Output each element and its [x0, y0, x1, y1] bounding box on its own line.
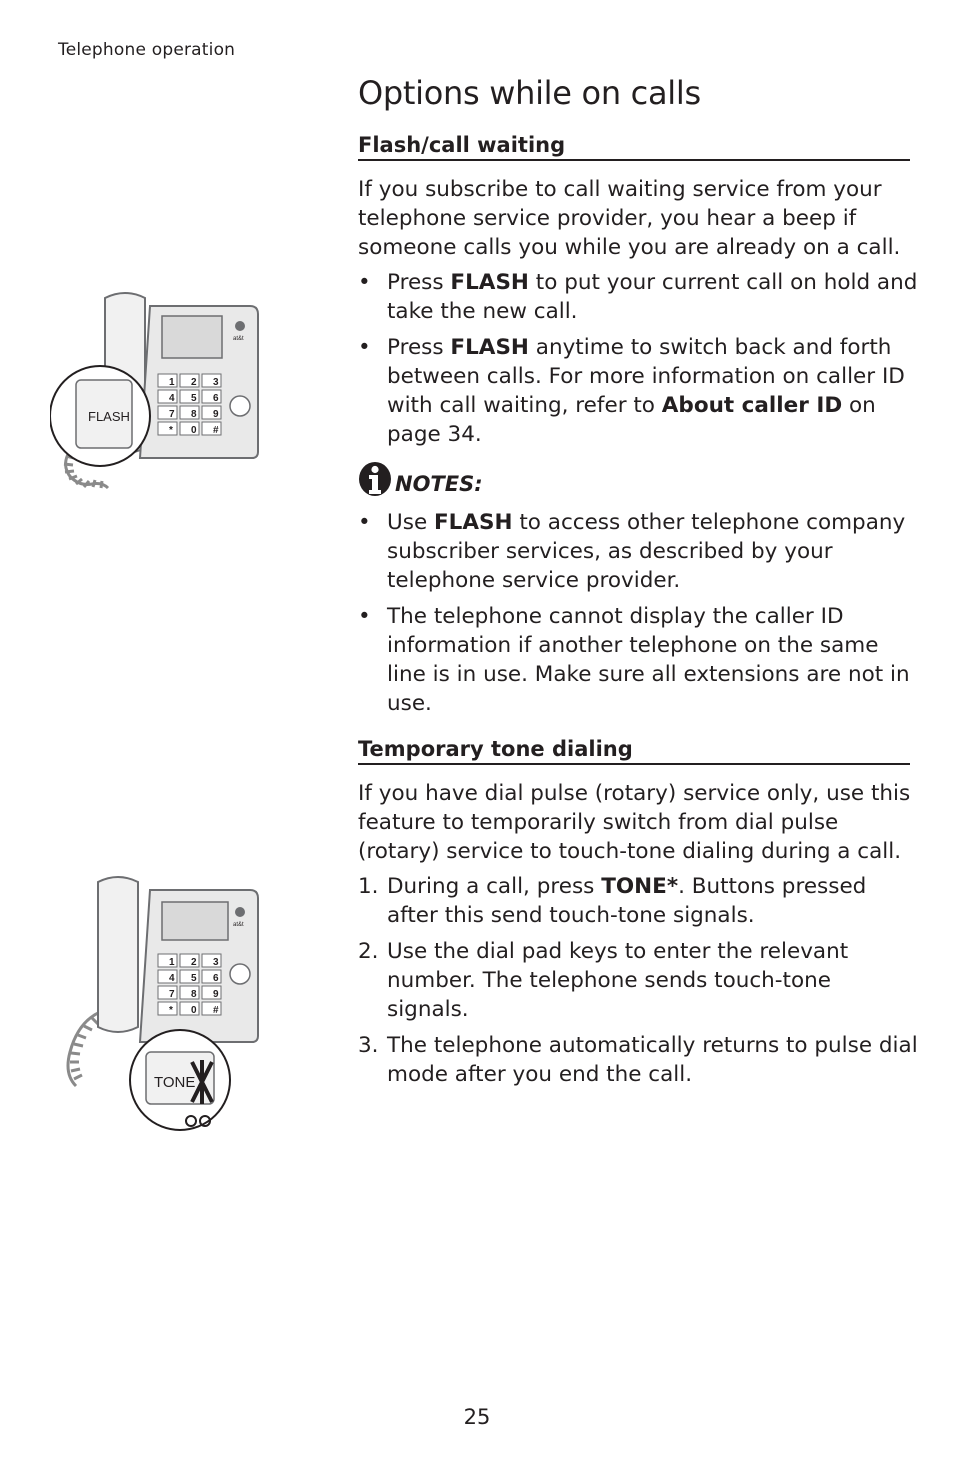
step-number: 2.	[358, 939, 379, 964]
page-number: 25	[463, 1405, 491, 1429]
keypad-key-digit: 8	[191, 409, 197, 420]
cross-reference: About caller ID	[661, 393, 843, 418]
brand-logo-icon	[235, 321, 245, 331]
step-item: 2. Use the dial pad keys to enter the relevant number. The telephone sends touch-tone signals.	[358, 939, 849, 1022]
step-number: 3.	[358, 1033, 379, 1058]
keypad-key	[158, 1002, 177, 1015]
note-item: • Use FLASH to access other telephone company subscriber services, as described by your telephone service provider.	[358, 510, 906, 593]
bullet-marker: •	[358, 510, 371, 535]
bullet-marker: •	[358, 335, 371, 360]
keypad-key-digit: 3	[213, 957, 219, 968]
keypad-key-digit: 5	[191, 393, 197, 404]
step-number: 1.	[358, 874, 379, 899]
keypad-key-digit: 1	[169, 957, 175, 968]
keypad-key-digit: *	[169, 1005, 173, 1016]
info-icon	[358, 460, 394, 498]
tone-section-heading: Temporary tone dialing	[358, 737, 910, 765]
keypad-key-digit: 2	[191, 377, 197, 388]
tone-steps-list	[358, 872, 918, 1096]
keypad-key-digit: 4	[169, 393, 175, 404]
step-item: 3. The telephone automatically returns to pulse dial mode after you end the call.	[358, 1033, 918, 1087]
phone-tone-illustration	[50, 872, 265, 1137]
notes-list	[358, 508, 918, 725]
keypad-key-digit: 1	[169, 377, 175, 388]
keypad-key-digit: 6	[213, 973, 219, 984]
keypad-key-digit: #	[213, 425, 219, 436]
flash-bullet-item: • Press FLASH anytime to switch back and forth between calls. For more information on caller ID with call waiting, refer to About caller ID on page 34.	[358, 335, 905, 447]
keypad-key-digit: 9	[213, 409, 219, 420]
page-header-label: Telephone operation	[58, 40, 236, 60]
flash-bullet-item: • Press FLASH to put your current call on hold and take the new call.	[358, 270, 918, 324]
keypad-key-digit: 0	[191, 1005, 197, 1016]
keypad-key-digit: 0	[191, 425, 197, 436]
nav-wheel	[230, 396, 250, 416]
keypad-key	[158, 422, 177, 435]
keypad-key-digit: 5	[191, 973, 197, 984]
handset-cord	[68, 1012, 100, 1086]
display-screen	[162, 902, 228, 940]
handset	[98, 877, 138, 1032]
keypad-key-digit: 4	[169, 973, 175, 984]
tone-key-label: TONE*	[601, 874, 679, 899]
display-screen	[162, 316, 222, 358]
tone-intro-paragraph: If you have dial pulse (rotary) service only, use this feature to temporarily switch from dial pulse (rotary) service to touch-tone dialing during a call.	[358, 781, 911, 864]
keypad-key-digit: 6	[213, 393, 219, 404]
notes-label: NOTES:	[395, 472, 483, 496]
brand-logo: at&t	[233, 922, 244, 928]
brand-logo-icon	[235, 907, 245, 917]
keypad-key-digit: 9	[213, 989, 219, 1000]
flash-key-label: FLASH	[450, 335, 529, 360]
flash-callout-label: FLASH	[88, 409, 130, 424]
keypad-key-digit: 3	[213, 377, 219, 388]
keypad-key-digit: 7	[169, 409, 175, 420]
flash-section-heading: Flash/call waiting	[358, 133, 910, 161]
keypad-key-digit: 8	[191, 989, 197, 1000]
bullet-marker: •	[358, 604, 371, 629]
flash-intro-paragraph: If you subscribe to call waiting service from your telephone service provider, you hear a beep if someone calls you while you are already on a call.	[358, 177, 901, 260]
bullet-marker: •	[358, 270, 371, 295]
page-title: Options while on calls	[358, 74, 701, 112]
phone-flash-illustration	[50, 288, 265, 516]
nav-wheel	[230, 964, 250, 984]
step-item: 1. During a call, press TONE*. Buttons pressed after this send touch-tone signals.	[358, 874, 867, 928]
tone-callout-label: TONE	[154, 1074, 196, 1091]
keypad-key-digit: 2	[191, 957, 197, 968]
keypad-key-digit: 7	[169, 989, 175, 1000]
brand-logo: at&t	[233, 336, 244, 342]
keypad-key-digit: *	[169, 425, 173, 436]
flash-bullet-list	[358, 268, 918, 456]
flash-key-label: FLASH	[434, 510, 513, 535]
keypad-key-digit: #	[213, 1005, 219, 1016]
flash-key-label: FLASH	[450, 270, 529, 295]
note-item: • The telephone cannot display the caller ID information if another telephone on the same line is in use. Make sure all extensions are not in use.	[358, 604, 910, 716]
